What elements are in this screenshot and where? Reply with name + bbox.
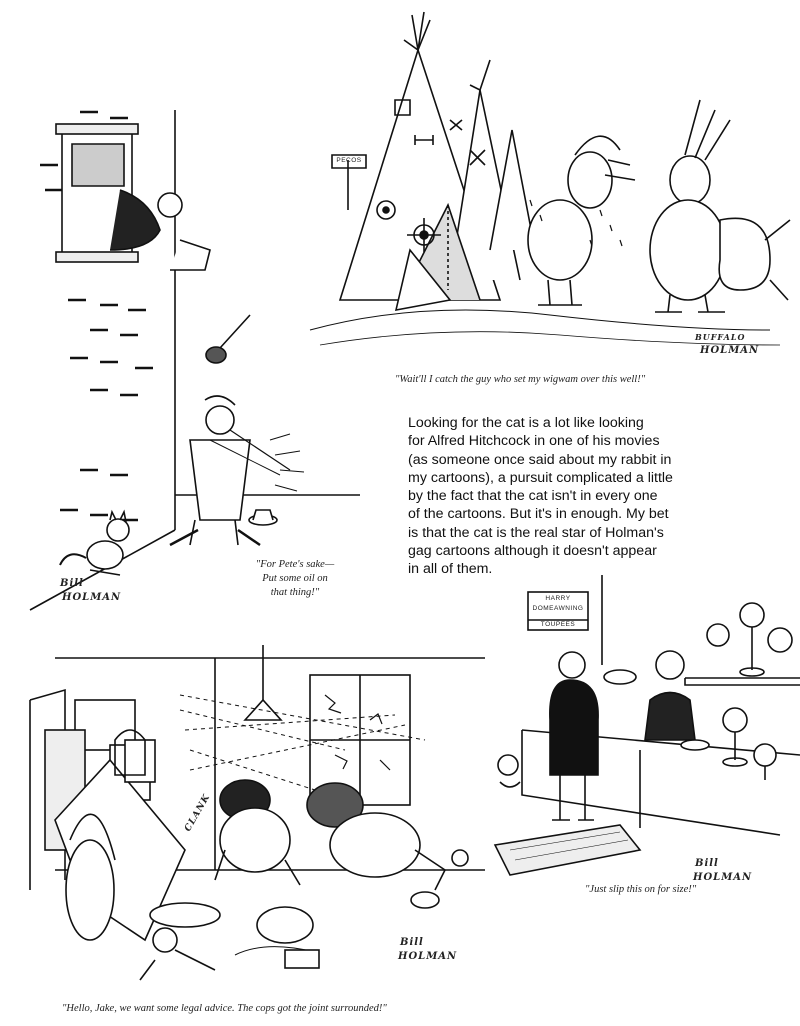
sign-harry: HARRY [545, 595, 571, 602]
sign-domeawning: DOMEAWNING [532, 605, 584, 612]
essay-line: my cartoons), a pursuit complicated a little [408, 469, 673, 486]
toupee-illustration [490, 570, 800, 890]
toupee-cartoon-panel [490, 570, 800, 890]
toupee-caption: "Just slip this on for size!" [585, 884, 697, 895]
holman-signature-lawyer: HOLMAN [398, 951, 458, 962]
holman-signature-wigwam: HOLMAN [700, 345, 760, 356]
sign-toupees: TOUPEES [540, 621, 576, 628]
bill-signature-lawyer: Bill [400, 937, 424, 948]
wigwam-caption: "Wait'll I catch the guy who set my wigwam over this well!" [395, 374, 646, 385]
pecos-sign-label: PECOS [336, 157, 362, 164]
violin-caption-line-1: "For Pete's sake— [255, 559, 335, 570]
essay-line: gag cartoons although it doesn't appear [408, 543, 657, 560]
essay-line: by the fact that the cat isn't in every one [408, 488, 658, 505]
lawyer-cartoon-panel [15, 640, 485, 990]
holman-signature-toupee: HOLMAN [693, 872, 753, 883]
violin-caption [250, 558, 340, 600]
essay-line: Looking for the cat is a lot like looking [408, 415, 644, 431]
violin-cartoon-panel [20, 100, 380, 620]
violin-caption-line-2: Put some oil on [262, 573, 328, 584]
lawyer-caption: "Hello, Jake, we want some legal advice. The cops got the joint surrounded!" [62, 1003, 387, 1014]
essay-line: in all of them. [408, 561, 493, 578]
essay-line: of the cartoons. But it's in enough. My bet [408, 506, 669, 523]
holman-signature-violin: HOLMAN [62, 592, 122, 603]
essay-line: is that the cat is the real star of Holman's [408, 524, 664, 541]
essay-text [408, 414, 798, 579]
clank-sound-label: CLANK [183, 792, 213, 834]
bill-signature-violin: Bill [60, 578, 84, 589]
bill-signature-toupee: Bill [695, 858, 719, 869]
buffalo-signature: BUFFALO [695, 332, 746, 342]
essay-line: for Alfred Hitchcock in one of his movies [408, 433, 660, 450]
violin-illustration [20, 100, 380, 620]
violin-caption-line-3: that thing!" [270, 587, 320, 598]
essay-line: (as someone once said about my rabbit in [408, 451, 672, 468]
